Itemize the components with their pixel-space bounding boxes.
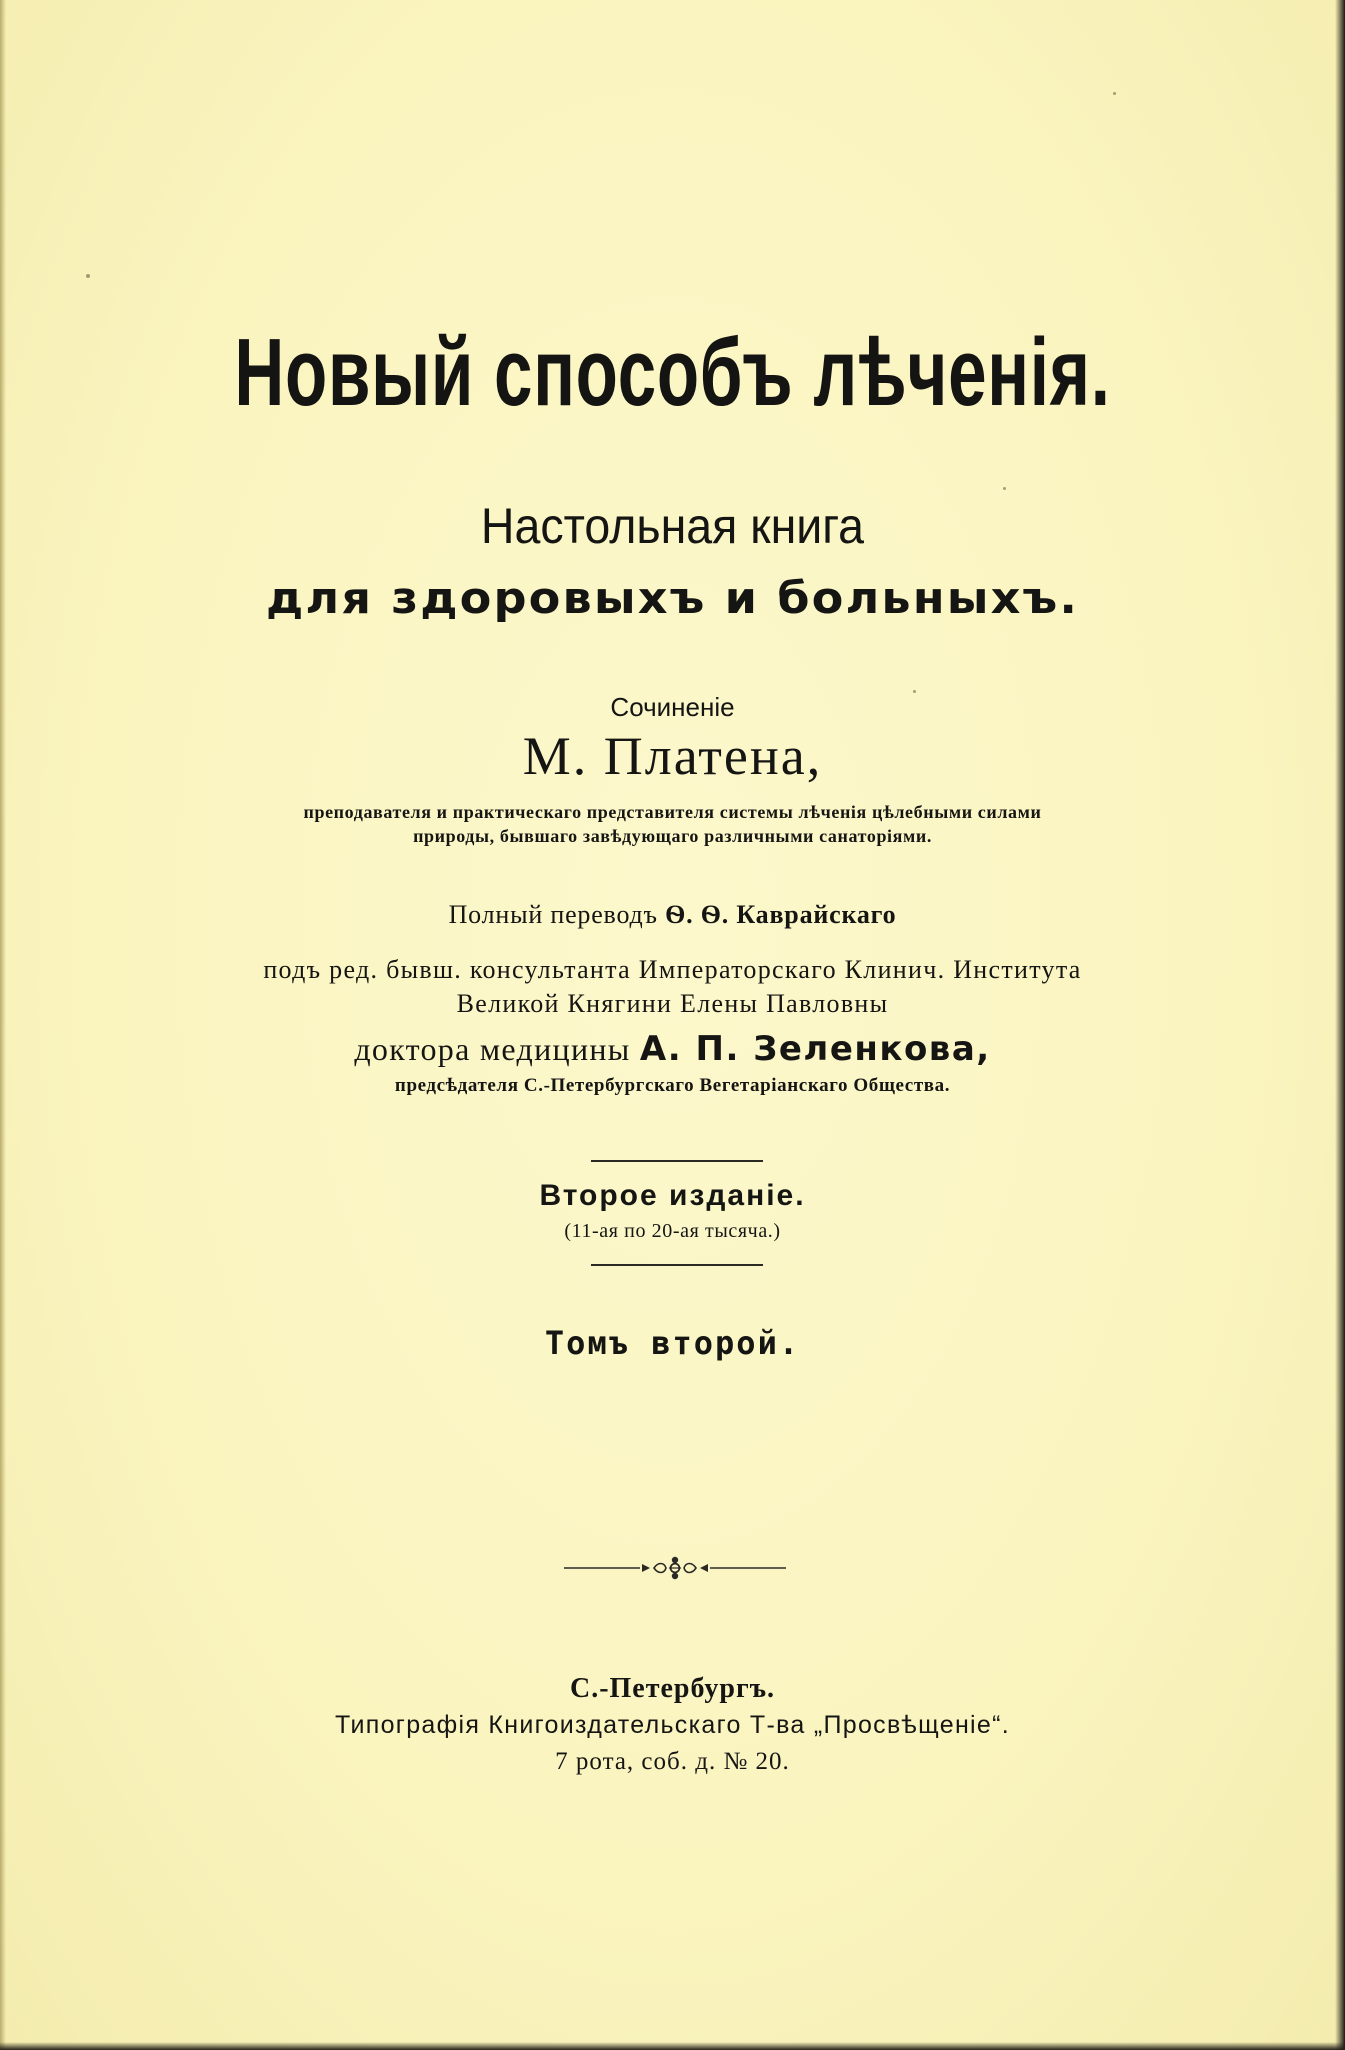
page-edge-bottom bbox=[0, 2042, 1345, 2050]
translator-name: Ѳ. Ѳ. Каврайскаго bbox=[665, 900, 897, 929]
fleuron-ornament-icon bbox=[560, 1550, 790, 1586]
editor-line-2: Великой Княгини Елены Павловны bbox=[456, 989, 889, 1018]
author-description-line-1: преподавателя и практическаго представителя системы лѣченія цѣлебными силами bbox=[303, 802, 1042, 822]
paper-speck bbox=[1003, 487, 1006, 490]
page-edge-left bbox=[0, 0, 6, 2050]
imprint-city: С.-Петербургъ. bbox=[569, 1673, 776, 1704]
translation-prefix: Полный переводъ bbox=[448, 900, 658, 929]
doctor-name: А. П. Зеленкова, bbox=[639, 1029, 991, 1069]
doctor-title: предсѣдателя С.-Петербургскаго Вегетаріанскаго Общества. bbox=[394, 1075, 951, 1096]
author-name: М. Платена, bbox=[522, 726, 823, 786]
doctor-prefix: доктора медицины bbox=[354, 1031, 631, 1067]
editor-line-1: подъ ред. бывш. консультанта Императорскаго Клинич. Института bbox=[263, 955, 1082, 984]
imprint-press: Типографія Книгоиздательскаго Т-ва „Просвѣщеніе“. bbox=[335, 1711, 1010, 1739]
author-description-line-2: природы, бывшаго завѣдующаго различными санаторіями. bbox=[413, 826, 932, 846]
divider-rule-bottom bbox=[591, 1264, 763, 1266]
subtitle-line-2: для здоровыхъ и больныхъ. bbox=[266, 573, 1079, 624]
page-edge-right bbox=[1335, 0, 1345, 2050]
print-run: (11-ая по 20-ая тысяча.) bbox=[564, 1220, 781, 1242]
volume-label: Томъ второй. bbox=[544, 1324, 801, 1362]
work-label: Сочиненіе bbox=[610, 692, 735, 722]
imprint-address: 7 рота, соб. д. № 20. bbox=[555, 1748, 790, 1775]
subtitle-line-1: Настольная книга bbox=[480, 498, 865, 554]
doctor-credit bbox=[0, 1028, 1345, 1070]
edition-label: Второе изданіе. bbox=[539, 1179, 806, 1212]
divider-rule-top bbox=[591, 1160, 763, 1162]
paper-speck bbox=[1113, 92, 1116, 95]
book-title: Новый способъ лѣченія. bbox=[234, 319, 1111, 426]
paper-speck bbox=[86, 274, 90, 278]
translation-credit bbox=[0, 898, 1345, 932]
